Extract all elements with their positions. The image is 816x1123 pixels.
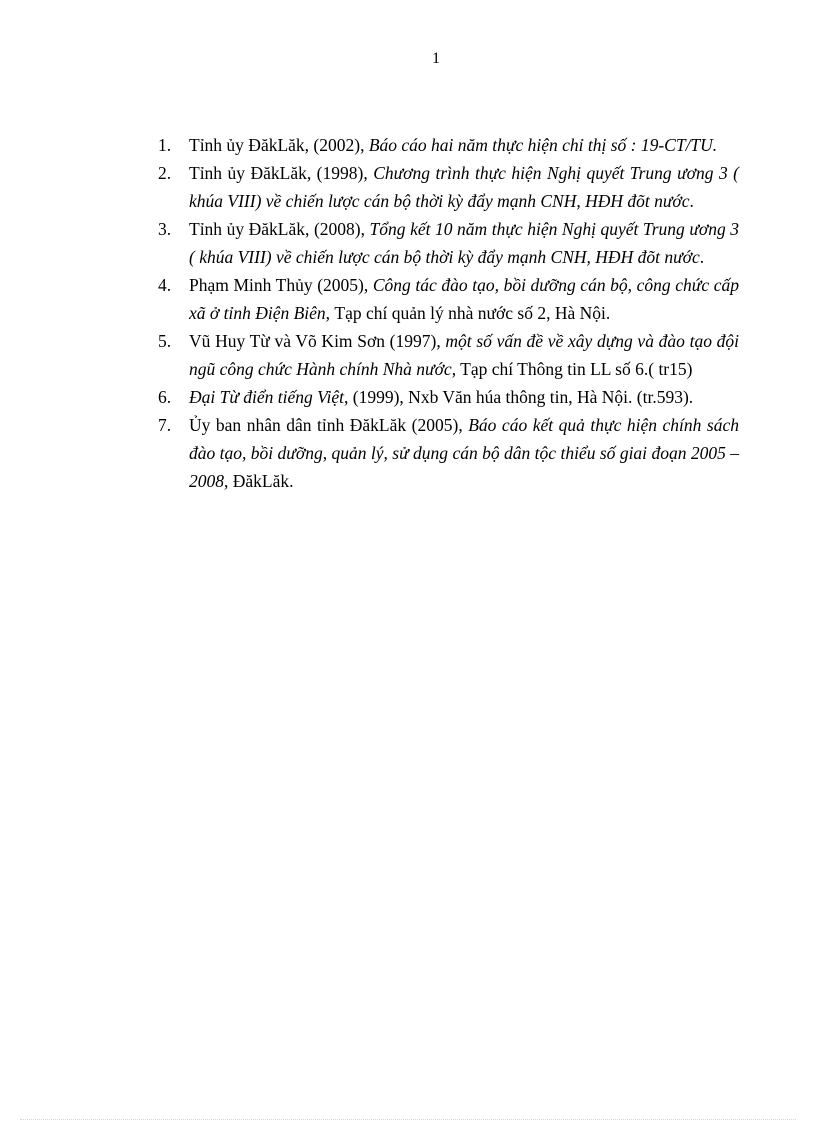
reference-text-part: Ủy ban nhân dân tỉnh ĐăkLăk (2005), bbox=[189, 415, 469, 435]
reference-title: Đại Từ điển tiếng Việt bbox=[189, 387, 345, 407]
reference-item bbox=[158, 159, 739, 215]
reference-title: Tổng kết 10 năm thực hiện Nghị quyết Trung ương 3 ( khúa VIII) về chiến lược cán bộ thời kỳ đẩy mạnh CNH, HĐH đõt nước bbox=[189, 219, 739, 267]
reference-item bbox=[158, 215, 739, 271]
reference-number: 2. bbox=[158, 163, 172, 183]
reference-title: Chương trình thực hiện Nghị quyết Trung ương 3 ( khúa VIII) về chiến lược cán bộ thời kỳ đẩy mạnh CNH, HĐH đõt nước bbox=[189, 163, 739, 211]
reference-text-part: . bbox=[689, 191, 694, 211]
reference-item bbox=[158, 131, 739, 159]
reference-item bbox=[158, 411, 739, 495]
reference-text-part: , ĐăkLăk. bbox=[224, 471, 294, 491]
reference-text-part: Tỉnh ủy ĐăkLăk, (2002), bbox=[189, 135, 369, 155]
reference-title: Báo cáo kết quả thực hiện chính sách đào tạo, bồi dưỡng, quản lý, sử dụng cán bộ dân tộc thiểu số giai đoạn 2005 – 2008 bbox=[189, 415, 739, 491]
reference-text-part: Tỉnh ủy ĐăkLăk, (1998), bbox=[189, 163, 374, 183]
reference-text-part: Tạp chí quản lý nhà nước số 2, Hà Nội. bbox=[334, 303, 611, 323]
reference-title: Báo cáo hai năm thực hiện chỉ thị số : 19-CT/TU. bbox=[368, 135, 718, 155]
reference-text-part: , (1999), Nxb Văn húa thông tin, Hà Nội. (tr.593). bbox=[344, 387, 694, 407]
reference-item bbox=[158, 271, 739, 327]
reference-item bbox=[158, 327, 739, 383]
reference-number: 6. bbox=[158, 387, 172, 407]
page-bottom-divider bbox=[20, 1119, 796, 1120]
reference-number: 7. bbox=[158, 415, 172, 435]
reference-text-part: Phạm Minh Thủy (2005), bbox=[189, 275, 373, 295]
reference-number: 5. bbox=[158, 331, 172, 351]
reference-text-part: Tỉnh ủy ĐăkLăk, (2008), bbox=[189, 219, 370, 239]
reference-item bbox=[158, 383, 739, 411]
reference-number: 4. bbox=[158, 275, 172, 295]
reference-number: 3. bbox=[158, 219, 172, 239]
reference-number: 1. bbox=[158, 135, 172, 155]
reference-text-part: . bbox=[699, 247, 705, 267]
reference-list bbox=[158, 131, 739, 495]
reference-title: Công tác đào tạo, bồi dưỡng cán bộ, công chức cấp xã ở tỉnh Điện Biên, bbox=[189, 275, 739, 323]
reference-text-part: , Tạp chí Thông tin LL số 6.( tr15) bbox=[451, 359, 693, 379]
reference-title: một số vấn đề về xây dựng và đào tạo đội ngũ công chức Hành chính Nhà nước bbox=[189, 331, 740, 379]
reference-text-part: Vũ Huy Từ và Võ Kim Sơn (1997), bbox=[189, 331, 446, 351]
page-number: 1 bbox=[432, 50, 440, 67]
